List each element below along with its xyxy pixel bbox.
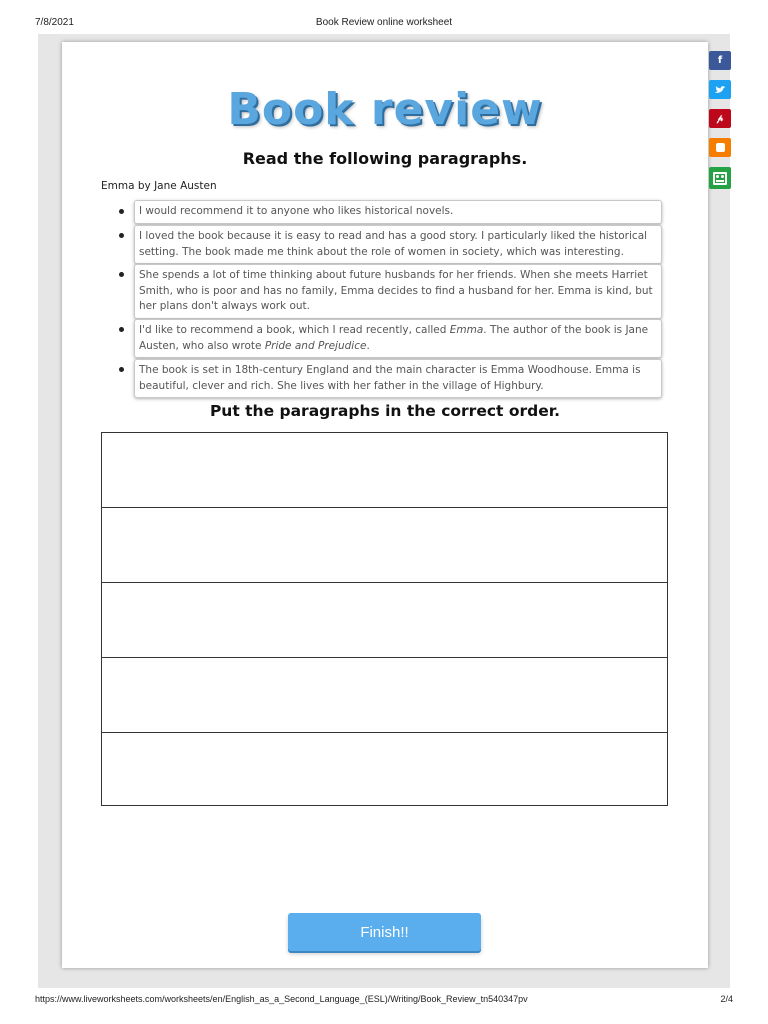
worksheet-title: Book review [227,84,543,135]
answer-slot-3[interactable] [102,583,667,658]
paragraph-card-5[interactable] [134,359,662,398]
print-url: https://www.liveworksheets.com/worksheets/en/English_as_a_Second_Language_(ESL)/Writing/Book_Review_tn540347pv [35,994,528,1004]
share-bar [709,51,731,199]
paragraph-text-3: She spends a lot of time thinking about future husbands for her friends. When she meets Harriet Smith, who is poor and has no family, Emma decides to find a husband for her. Emma is kind, but her plans don't always work out. [139,269,653,312]
bullet-5 [119,367,124,372]
answer-slot-1[interactable] [102,433,667,508]
answer-table [101,432,668,806]
facebook-icon: f [717,55,723,66]
bullet-2 [119,233,124,238]
pinterest-icon: 𝓅 [716,113,724,124]
paragraph-text-2: I loved the book because it is easy to read and has a good story. I particularly liked the historical setting. The book made me think about the role of women in society, which was interesting. [139,230,648,258]
paragraph-text-5: The book is set in 18th-century England and the main character is Emma Woodhouse. Emma is beautiful, clever and rich. She lives with her father in the village of Highbury. [139,364,641,392]
print-page-title: Book Review online worksheet [315,17,453,28]
google-classroom-share-button[interactable] [709,167,731,189]
twitter-icon [715,86,726,94]
blogger-share-button[interactable] [709,138,731,157]
answer-slot-4[interactable] [102,658,667,733]
answer-slot-2[interactable] [102,508,667,583]
paragraph-card-3[interactable] [134,264,662,319]
order-instruction: Put the paragraphs in the correct order. [209,402,561,420]
book-title-author: Emma by Jane Austen [101,180,217,192]
paragraph-card-2[interactable] [134,225,662,264]
paragraph-text-4: I'd like to recommend a book, which I read recently, called Emma. The author of the book is Jane Austen, who also wrote Pride and Prejudice. [139,324,649,352]
print-page-number: 2/4 [720,994,733,1004]
bullet-4 [119,327,124,332]
finish-button[interactable]: Finish!! [288,913,481,951]
paragraph-card-4[interactable] [134,319,662,358]
reading-instruction: Read the following paragraphs. [242,149,528,168]
answer-slot-5[interactable] [102,733,667,805]
facebook-share-button[interactable] [709,51,731,70]
pinterest-share-button[interactable] [709,109,731,128]
bullet-3 [119,272,124,277]
google-classroom-icon [713,172,727,185]
print-date: 7/8/2021 [35,17,74,28]
blogger-icon [716,143,725,152]
print-footer [0,994,768,1008]
print-header [0,17,768,31]
twitter-share-button[interactable] [709,80,731,99]
bullet-1 [119,209,124,214]
paragraph-text-1: I would recommend it to anyone who likes historical novels. [139,205,454,217]
paragraph-card-1[interactable] [134,200,662,224]
